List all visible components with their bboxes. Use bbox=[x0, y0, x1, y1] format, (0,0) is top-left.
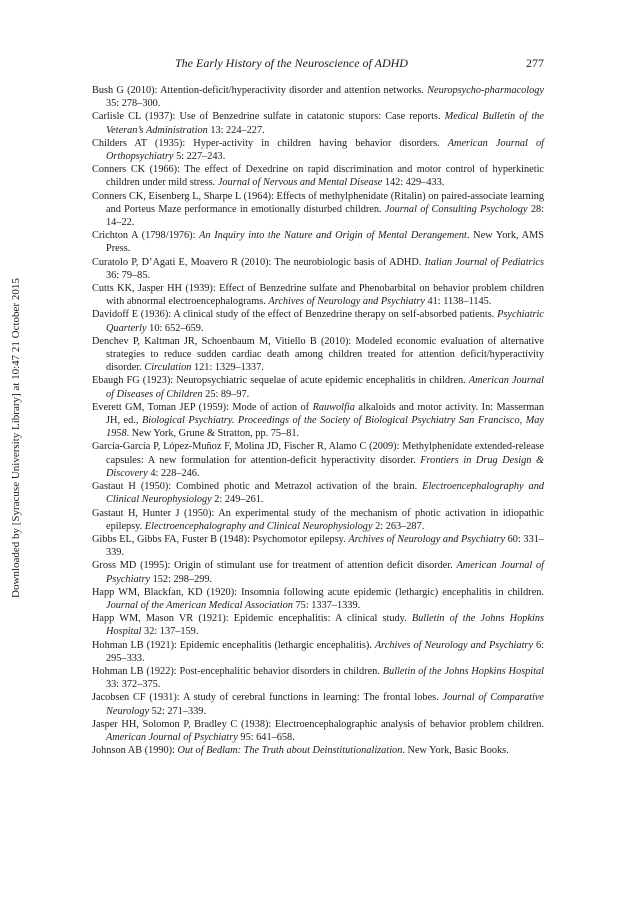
reference-text: 13: 224–227. bbox=[207, 124, 265, 136]
reference-text: Johnson AB (1990): bbox=[92, 745, 178, 757]
reference-source: American Journal of Psychiatry bbox=[106, 560, 544, 585]
reference-text: 33: 372–375. bbox=[106, 679, 161, 691]
reference-text: Hohman LB (1922): Post-encephalitic behavior disorders in children. bbox=[92, 665, 383, 677]
reference-text: Carlisle CL (1937): Use of Benzedrine sulfate in catatonic stupors: Case reports. bbox=[92, 111, 445, 123]
reference-source: Biological Psychiatry. Proceedings of the Society of Biological Psychiatry San Francisco, May 1958 bbox=[106, 415, 544, 440]
reference-text: 60: 331–339. bbox=[106, 533, 545, 559]
reference-entry bbox=[92, 533, 544, 559]
reference-text: Cutts KK, Jasper HH (1939): Effect of Benzedrine sulfate and Phenobarbital on behavior problem children with abnormal electroencephalograms. bbox=[92, 283, 544, 308]
reference-entry bbox=[92, 401, 544, 441]
reference-list bbox=[92, 84, 544, 757]
reference-text: García-García P, López-Muñoz F, Molina JD, Fischer R, Alamo C (2009): Methylphenidate extended-release capsules: A new formulation for attention-deficit hyperactivity disorder. bbox=[92, 441, 544, 466]
reference-source: Journal of Nervous and Mental Disease bbox=[217, 177, 383, 189]
reference-entry bbox=[92, 335, 544, 375]
reference-entry bbox=[92, 256, 544, 282]
reference-source: Electroencephalography and Clinical Neurophysiology bbox=[144, 520, 373, 532]
reference-text: Jacobsen CF (1931): A study of cerebral functions in learning: The frontal lobes. bbox=[92, 692, 443, 704]
reference-text: 36: 79–85. bbox=[106, 269, 151, 281]
reference-text: 75: 1337–1339. bbox=[292, 599, 361, 611]
reference-text: alkaloids and motor activity. In: Masserman JH, ed., bbox=[106, 401, 544, 427]
reference-entry bbox=[92, 374, 544, 400]
reference-source: Journal of Comparative Neurology bbox=[106, 692, 544, 717]
reference-source: Circulation bbox=[144, 362, 192, 374]
reference-source: Bulletin of the Johns Hopkins Hospital bbox=[382, 665, 545, 677]
reference-entry bbox=[92, 110, 544, 136]
reference-text: Gastaut H (1950): Combined photic and Metrazol activation of the brain. bbox=[92, 481, 423, 493]
reference-entry bbox=[92, 163, 544, 189]
reference-source: Frontiers in Drug Design & Discovery bbox=[106, 454, 544, 479]
reference-text: Conners CK, Eisenberg L, Sharpe L (1964): Effects of methylphenidate (Ritalin) on paired-associate learning and Porteus Maze performance in emotionally disturbed children. bbox=[92, 190, 544, 215]
reference-text: Conners CK (1966): The effect of Dexedrine on rapid discrimination and motor control of hyperkinetic children under mild stress. bbox=[92, 164, 544, 189]
reference-source: Psychiatric Quarterly bbox=[106, 309, 544, 334]
reference-entry bbox=[92, 84, 544, 110]
reference-text: 142: 429–433. bbox=[382, 177, 445, 189]
reference-source: Journal of Consulting Psychology bbox=[384, 203, 528, 215]
reference-entry bbox=[92, 507, 544, 533]
reference-source: Archives of Neurology and Psychiatry bbox=[374, 639, 534, 651]
reference-source: Neuropsycho-pharmacology bbox=[427, 85, 544, 96]
reference-entry bbox=[92, 137, 544, 163]
reference-source: Rauwolfia bbox=[312, 401, 355, 413]
page-number: 277 bbox=[526, 56, 544, 70]
reference-text: 41: 1138–1145. bbox=[424, 296, 492, 308]
reference-text: 4: 228–246. bbox=[147, 467, 200, 479]
reference-entry bbox=[92, 744, 544, 757]
reference-text: Ebaugh FG (1923): Neuropsychiatric sequelae of acute epidemic encephalitis in children. bbox=[92, 375, 469, 387]
reference-source: An Inquiry into the Nature and Origin of Mental Derangement bbox=[199, 230, 467, 242]
reference-entry bbox=[92, 190, 544, 230]
reference-source: Electroencephalography and Clinical Neurophysiology bbox=[106, 481, 544, 506]
reference-entry bbox=[92, 559, 544, 585]
reference-source: Bulletin of the Johns Hopkins Hospital bbox=[106, 613, 544, 638]
reference-entry bbox=[92, 282, 544, 308]
reference-text: 35: 278–300. bbox=[106, 98, 161, 110]
reference-text: . New York, Basic Books. bbox=[402, 745, 509, 757]
reference-text: 5: 227–243. bbox=[173, 151, 226, 163]
reference-entry bbox=[92, 440, 544, 480]
reference-entry bbox=[92, 718, 544, 744]
reference-text: 121: 1329–1337. bbox=[191, 362, 264, 374]
reference-entry bbox=[92, 612, 544, 638]
reference-text: Gibbs EL, Gibbs FA, Fuster B (1948): Psychomotor epilepsy. bbox=[92, 533, 349, 545]
reference-text: 2: 249–261. bbox=[211, 494, 264, 506]
reference-text: 52: 271–339. bbox=[149, 705, 207, 717]
reference-entry bbox=[92, 586, 544, 612]
reference-text: Jasper HH, Solomon P, Bradley C (1938): Electroencephalographic analysis of behavior problem children. bbox=[92, 718, 544, 730]
reference-source: Italian Journal of Pediatrics bbox=[424, 256, 545, 268]
reference-entry bbox=[92, 691, 544, 717]
reference-text: Davidoff E (1936): A clinical study of the effect of Benzedrine therapy on self-absorbed patients. bbox=[92, 309, 498, 321]
reference-entry bbox=[92, 665, 544, 691]
reference-source: Archives of Neurology and Psychiatry bbox=[348, 533, 506, 545]
reference-source: Medical Bulletin of the Veteran’s Administration bbox=[106, 111, 544, 136]
reference-text: 25: 89–97. bbox=[202, 388, 250, 400]
reference-entry bbox=[92, 229, 544, 255]
reference-text: 152: 298–299. bbox=[150, 573, 213, 585]
reference-text: Bush G (2010): Attention-deficit/hyperactivity disorder and attention networks. bbox=[92, 85, 428, 96]
reference-text: Denchev P, Kaltman JR, Schoenbaum M, Vitiello B (2010): Modeled economic evaluation of alternative strategies to reduce sudden cardiac death among children treated for attention deficit/hyperactivity disorder. bbox=[92, 335, 544, 374]
running-title: The Early History of the Neuroscience of ADHD bbox=[175, 56, 408, 70]
reference-text: Childers AT (1935): Hyper-activity in children having behavior disorders. bbox=[92, 137, 448, 149]
reference-source: American Journal of Diseases of Children bbox=[106, 375, 544, 400]
reference-source: Out of Bedlam: The Truth about Deinstitutionalization bbox=[177, 745, 403, 757]
reference-source: Journal of the American Medical Association bbox=[106, 599, 293, 611]
reference-text: 6: 295–333. bbox=[106, 639, 545, 664]
reference-source: American Journal of Psychiatry bbox=[106, 731, 238, 743]
reference-entry bbox=[92, 480, 544, 506]
reference-text: Gross MD (1995): Origin of stimulant use for treatment of attention deficit disorder. bbox=[92, 560, 457, 572]
reference-text: Crichton A (1798/1976): bbox=[92, 230, 200, 242]
reference-text: Everett GM, Toman JEP (1959): Mode of action of bbox=[92, 401, 313, 413]
reference-text: Curatolo P, D’Agati E, Moavero R (2010): The neurobiologic basis of ADHD. bbox=[92, 256, 425, 268]
reference-source: American Journal of Orthopsychiatry bbox=[106, 137, 544, 163]
reference-text: . New York, AMS Press. bbox=[106, 230, 544, 255]
reference-text: . New York, Grune & Stratton, pp. 75–81. bbox=[126, 428, 300, 440]
reference-text: Gastaut H, Hunter J (1950): An experimental study of the mechanism of photic activation in idiopathic epilepsy. bbox=[92, 507, 544, 532]
reference-text: 32: 137–159. bbox=[141, 626, 199, 638]
reference-text: 2: 263–287. bbox=[372, 520, 425, 532]
download-watermark: Downloaded by [Syracuse University Library] at 10:47 21 October 2015 bbox=[10, 278, 22, 598]
reference-text: 10: 652–659. bbox=[146, 322, 204, 334]
reference-text: Happ WM, Blackfan, KD (1920): Insomnia following acute epidemic (lethargic) encephalitis in children. bbox=[92, 586, 544, 598]
running-header bbox=[92, 56, 544, 72]
reference-entry bbox=[92, 639, 544, 665]
reference-text: 95: 641–658. bbox=[237, 731, 295, 743]
reference-text: Happ WM, Mason VR (1921): Epidemic encephalitis: A clinical study. bbox=[92, 613, 412, 625]
reference-source: Archives of Neurology and Psychiatry bbox=[268, 296, 425, 308]
reference-text: Hohman LB (1921): Epidemic encephalitis (lethargic encephalitis). bbox=[92, 639, 375, 651]
reference-text: 28: 14–22. bbox=[106, 203, 544, 229]
reference-entry bbox=[92, 308, 544, 334]
